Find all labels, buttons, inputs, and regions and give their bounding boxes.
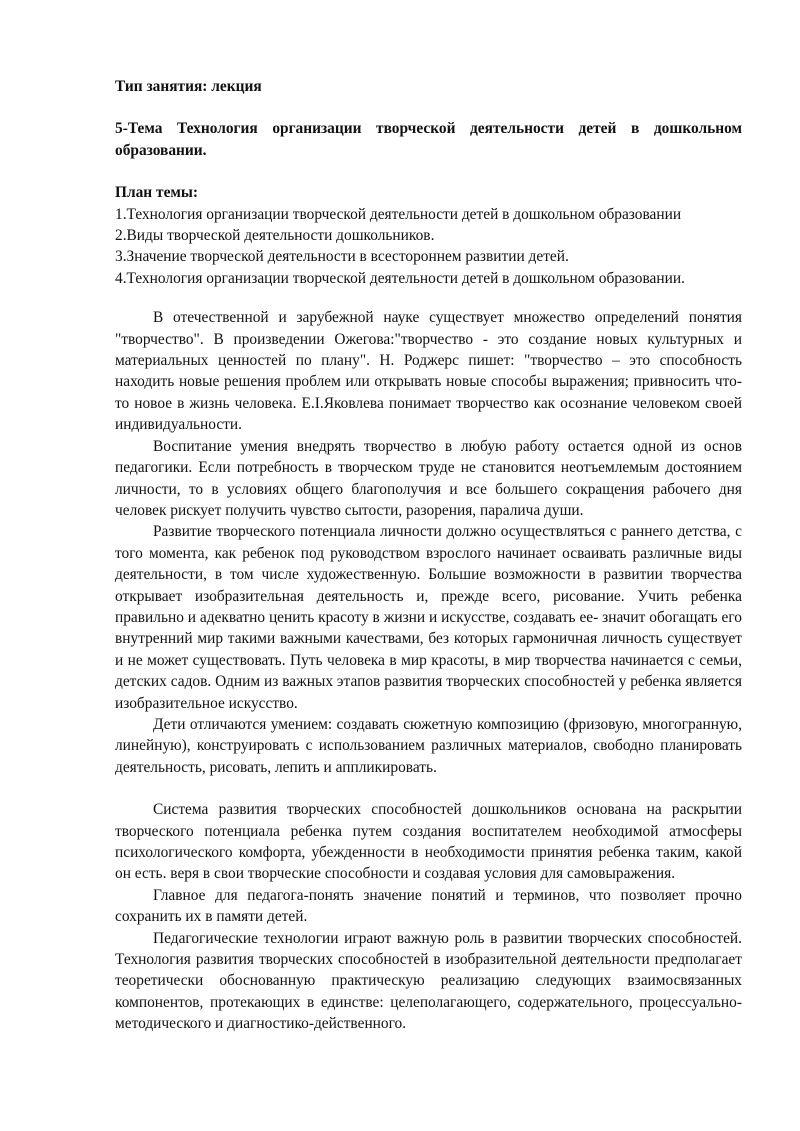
plan-title: План темы: <box>115 184 199 202</box>
paragraph-system: Система развития творческих способностей дошкольников основана на раскрытии творческого потенциала ребенка путем создания воспитателем необходимой атмосферы психологического комфорта, убежденности в необходимости принятия ребенка таким, какой он есть. веря в свои творческие способности и создавая условия для самовыражения. <box>115 801 742 883</box>
plan-item: 1.Технология организации творческой деятельности детей в дошкольном образовании <box>115 205 682 223</box>
document-page <box>115 72 742 1035</box>
plan-item: 3.Значение творческой деятельности в всестороннем развитии детей. <box>115 248 569 266</box>
lecture-body <box>115 307 742 1034</box>
plan-item: 2.Виды творческой деятельности дошкольников. <box>115 227 435 245</box>
topic-title: 5-Тема Технология организации творческой деятельности детей в дошкольном образовании. <box>115 120 742 159</box>
plan-list <box>115 204 742 290</box>
paragraph-upbringing: Воспитание умения внедрять творчество в любую работу остается одной из основ педагогики. Если потребность в творческом труде не становится неотъемлемым достоянием личности, то в условиях общего благополучия и все большего сокращения рабочего дня человек рискует получить чувство сытости, разорения, паралича души. <box>115 437 742 519</box>
paragraph-technologies: Педагогические технологии играют важную роль в развитии творческих способностей. Технология развития творческих способностей в изобразительной деятельности предполагает теоретически обоснованную практическую реализацию следующих взаимосвязанных компонентов, протекающих в единстве: целеполагающего, содержательного, процессуально-методического и диагностико-действенного. <box>115 929 742 1033</box>
lesson-type-heading: Тип занятия: лекция <box>115 78 262 95</box>
paragraph-spacer <box>115 778 742 799</box>
paragraph-teacher: Главное для педагога-понять значение понятий и терминов, что позволяет прочно сохранить их в памяти детей. <box>115 886 742 926</box>
paragraph-definitions: В отечественной и зарубежной науке существует множество определений понятия "творчество". В произведении Ожегова:"творчество - это создание новых культурных и материальных ценностей по плану". Н. Роджерс пишет: "творчество – это способность находить новые решения проблем или открывать новые способы выражения; привносить что-то новое в жизнь человека. Е.І.Яковлева понимает творчество как осознание человеком своей индивидуальности. <box>115 309 742 434</box>
paragraph-development: Развитие творческого потенциала личности должно осуществляться с раннего детства, с того момента, как ребенок под руководством взрослого начинает осваивать различные виды деятельности, в том числе художественную. Большие возможности в развитии творчества открывает изобразительная деятельность и, прежде всего, рисование. Учить ребенка правильно и адекватно ценить красоту в жизни и искусстве, создавать ее- значит обогащать его внутренний мир такими важными качествами, без которых гармоничная личность существует и не может существовать. Путь человека в мир красоты, в мир творчества начинается с семьи, детских садов. Одним из важных этапов развития творческих способностей у ребенка является изобразительное искусство. <box>115 523 742 712</box>
paragraph-children-abilities: Дети отличаются умением: создавать сюжетную композицию (фризовую, многогранную, линейную), конструировать с использованием различных материалов, свободно планировать деятельность, рисовать, лепить и аппликировать. <box>115 715 742 776</box>
plan-item: 4.Технология организации творческой деятельности детей в дошкольном образовании. <box>115 269 685 287</box>
